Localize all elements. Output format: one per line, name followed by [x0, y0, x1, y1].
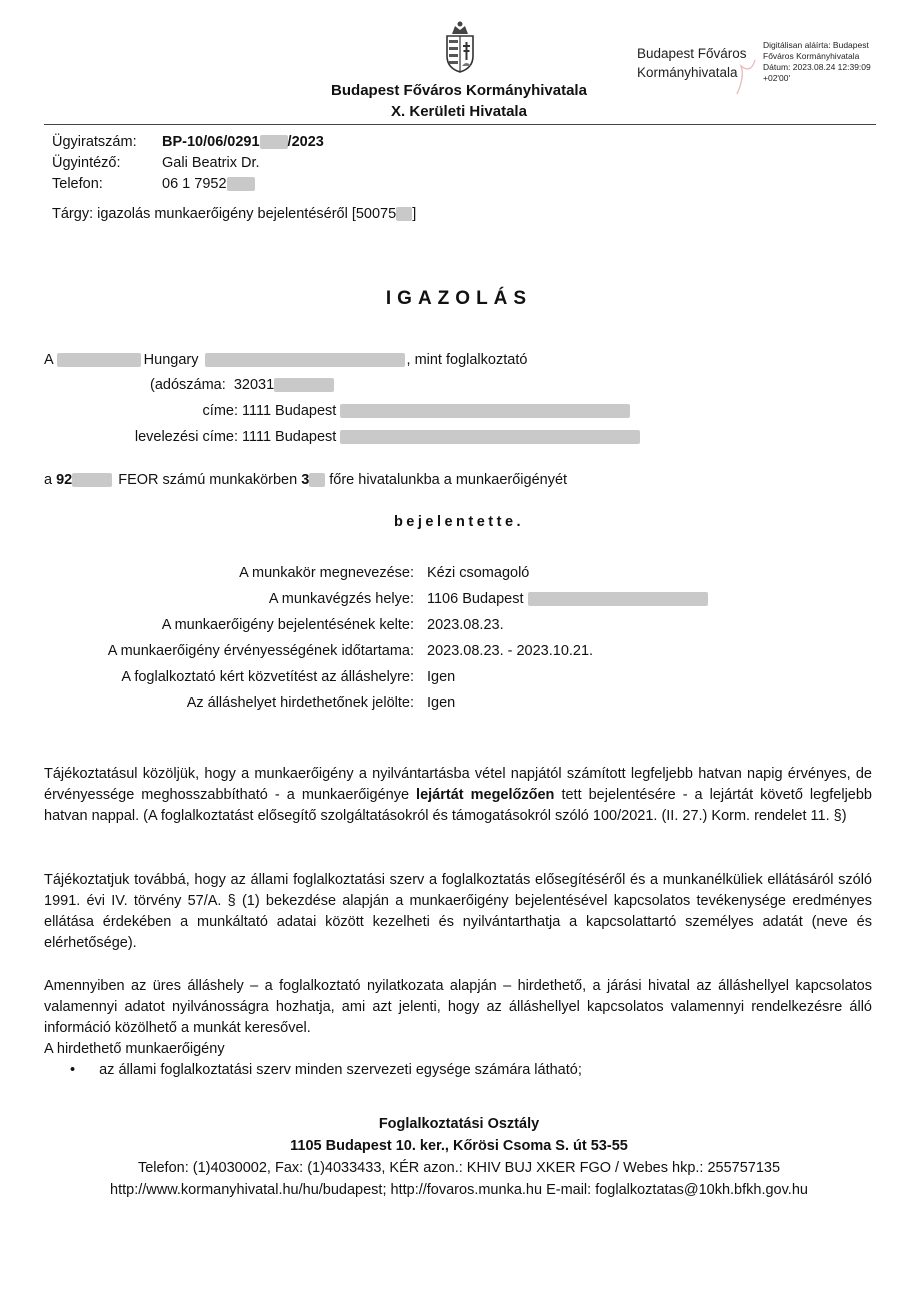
- officer-row: [52, 153, 324, 174]
- signature-line: Főváros Kormányhivatala: [763, 51, 860, 61]
- phone-row: [52, 174, 324, 195]
- detail-label: A foglalkoztató kért közvetítést az álláshelyre:: [121, 669, 414, 685]
- detail-value: Igen: [427, 669, 456, 685]
- signature-line: Dátum: 2023.08.24 12:39:09: [763, 62, 871, 72]
- digital-signature-block: [763, 40, 871, 84]
- signature-line: Digitálisan aláírta: Budapest: [763, 40, 869, 50]
- info-paragraph-1: Tájékoztatásul közöljük, hogy a munkaerőigény a nyilvántartásba vétel napjától számított legfeljebb hatvan napig érvényes, de érvényessége meghosszabbítható - a munkaerőigénye lejártát megelőzően tett bejelentésére - a lejártát követő legfeljebb hatvan nappal. (A foglalkoztatást elősegítő szolgáltatásokról és támogatásokról szóló 100/2021. (II. 27.) Korm. rendelet 11. §): [44, 766, 872, 824]
- info-paragraph-3: Amennyiben az üres álláshely – a foglalkoztató nyilatkozata alapján – hirdethető, a járási hivatal az álláshellyel kapcsolatos valamennyi adatot nyilvánosságra hozhatja, ami azt jelenti, hogy az álláshellyel kapcsolatos valamennyi rendelkezésre álló információ közölhető a munkát keresővel.: [44, 978, 872, 1036]
- office-name: Budapest Főváros Kormányhivatala: [331, 82, 587, 99]
- phone-value: 06 1 7952: [162, 174, 255, 195]
- phone-label: Telefon:: [52, 176, 103, 192]
- footer: [0, 1113, 918, 1201]
- feor-code: 92: [56, 472, 73, 488]
- detail-value: 2023.08.23.: [427, 617, 504, 633]
- info-paragraph-4: A hirdethető munkaerőigény: [44, 1041, 225, 1057]
- detail-row: [0, 617, 918, 637]
- tax-label: (adószáma:: [150, 377, 226, 393]
- footer-department: Foglalkoztatási Osztály: [378, 1116, 540, 1132]
- feor-line: a 92 FEOR számú munkakörben 3 főre hivatalunkba a munkaerőigényét: [44, 472, 568, 488]
- signature-stroke-icon: [733, 56, 759, 96]
- footer-address: 1105 Budapest 10. ker., Kőrösi Csoma S. út 53-55: [290, 1138, 628, 1154]
- signature-line: +02'00': [763, 73, 791, 83]
- document-title: IGAZOLÁS: [385, 288, 533, 309]
- bullet-text: az állami foglalkoztatási szerv minden szervezeti egysége számára látható;: [99, 1062, 582, 1078]
- office-subname: X. Kerületi Hivatala: [391, 103, 527, 120]
- detail-row: [0, 695, 918, 715]
- logo-line-2: Kormányhivatala: [637, 65, 738, 80]
- footer-web: http://www.kormanyhivatal.hu/hu/budapest; http://fovaros.munka.hu E-mail: foglalkoztatas@10kh.bfkh.gov.hu: [110, 1182, 808, 1198]
- officer-value: Gali Beatrix Dr.: [162, 155, 260, 171]
- subject-line: Tárgy: igazolás munkaerőigény bejelentéséről [50075 ]: [52, 206, 417, 222]
- header-divider: [44, 124, 876, 125]
- detail-label: A munkaerőigény bejelentésének kelte:: [161, 617, 414, 633]
- case-meta: [52, 132, 324, 195]
- office-header: [0, 80, 918, 122]
- detail-value: 1106 Budapest: [427, 591, 708, 607]
- address-value: 1111 Budapest: [242, 401, 630, 421]
- detail-label: A munkavégzés helye:: [268, 591, 414, 607]
- case-number-label: Ügyiratszám:: [52, 134, 137, 150]
- detail-label: A munkakör megnevezése:: [239, 565, 414, 581]
- subject-label: Tárgy:: [52, 206, 94, 222]
- office-logo-text: [637, 44, 747, 82]
- detail-value: Igen: [427, 695, 456, 711]
- coat-of-arms-icon: [443, 20, 477, 74]
- officer-label: Ügyintéző:: [52, 155, 121, 171]
- detail-row: [0, 643, 918, 663]
- detail-label: Az álláshelyet hirdethetőnek jelölte:: [186, 695, 414, 711]
- tax-value: 32031: [233, 377, 275, 393]
- detail-value: Kézi csomagoló: [427, 565, 530, 581]
- submitted-label: bejelentette.: [393, 514, 525, 530]
- detail-row: [0, 591, 918, 611]
- footer-contact: Telefon: (1)4030002, Fax: (1)4033433, KÉR azon.: KHIV BUJ XKER FGO / Webes hkp.: 255757135: [137, 1160, 781, 1176]
- subject-text: igazolás munkaerőigény bejelentéséről [50075: [97, 206, 397, 222]
- case-number-value: BP-10/06/0291 /2023: [162, 134, 324, 150]
- headcount: 3: [301, 472, 310, 488]
- mail-address-label: levelezési címe:: [134, 429, 238, 445]
- bullet-icon: •: [70, 1062, 76, 1078]
- logo-line-1: Budapest Főváros: [637, 46, 747, 61]
- detail-row: [0, 669, 918, 689]
- bullet-item: [70, 1060, 582, 1081]
- detail-label: A munkaerőigény érvényességének időtartama:: [107, 643, 414, 659]
- info-paragraph-2: Tájékoztatjuk továbbá, hogy az állami foglalkoztatási szerv a foglalkoztatás elősegítéséről és a munkanélküliek ellátásáról szóló 1991. évi IV. törvény 57/A. § (1) bekezdése alapján a munkaerőigény bejelentésével kapcsolatos tevékenysége eredményes ellátása érdekében a munkáltató adatai között kezelheti és nyilvántarthatja a kapcsolattartó személyes adatát (neve és elérhetősége).: [44, 872, 872, 951]
- employer-line: A Hungary , mint foglalkoztató: [44, 352, 528, 368]
- tax-number-row: [150, 375, 334, 395]
- case-number-row: [52, 132, 324, 153]
- detail-value: 2023.08.23. - 2023.10.21.: [427, 643, 594, 659]
- mail-address-value: 1111 Budapest: [242, 427, 640, 447]
- detail-row: [0, 565, 918, 585]
- address-label: címe:: [202, 403, 238, 419]
